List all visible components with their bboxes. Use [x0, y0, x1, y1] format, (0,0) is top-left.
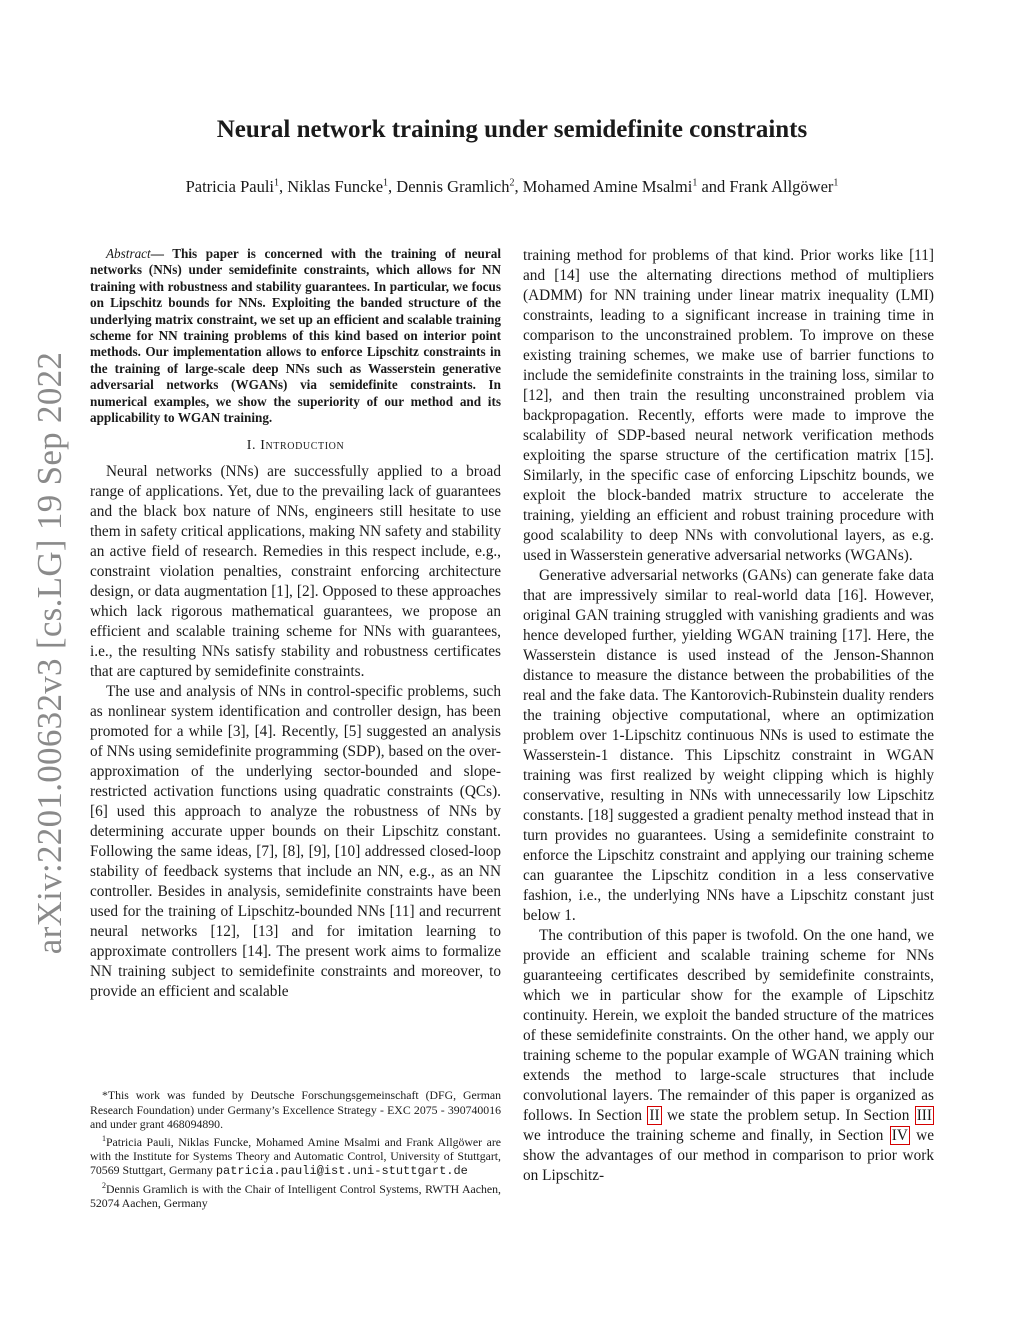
- author-affiliation-mark: 1: [692, 177, 698, 189]
- affiliation-footnote-2: [90, 1179, 501, 1211]
- abstract: [90, 246, 501, 426]
- author-separator: ,: [388, 177, 397, 196]
- footnotes: [90, 1088, 501, 1211]
- footnote-mark: 1: [102, 1133, 106, 1143]
- section-ref-link[interactable]: III: [916, 1107, 932, 1124]
- author-name: Dennis Gramlich: [396, 177, 510, 196]
- affiliation-text: Patricia Pauli, Niklas Funcke, Mohamed Amine Msalmi and Frank Allgöwer are with the Institute for Systems Theory and Automatic Control, University of Stuttgart, 70569 Stuttgart, Germany: [90, 1134, 501, 1178]
- body-paragraph: Neural networks (NNs) are successfully applied to a broad range of applications. Yet, due to the prevailing lack of guarantees and the black box nature of NNs, engineers still hesitate to use them in safety critical applications, making NN safety and stability an active field of research. Remedies in this respect include, e.g., constraint violation penalties, constraint enforcing architecture design, or data augmentation [1], [2]. Opposed to these approaches which lack rigorous mathematical guarantees, we propose an efficient and scalable training scheme for NNs with guarantees, i.e., the resulting NNs satisfy stability and robustness certificates that are captured by semidefinite constraints.: [90, 463, 501, 681]
- section-ref-link[interactable]: IV: [891, 1127, 908, 1144]
- affiliation-text: Dennis Gramlich is with the Chair of Intelligent Control Systems, RWTH Aachen, 52074 Aachen, Germany: [90, 1181, 501, 1211]
- affiliation-footnote-1: [90, 1132, 501, 1179]
- paragraph-text: we introduce the training scheme and finally, in Section: [523, 1127, 890, 1144]
- section-title: Introduction: [260, 438, 345, 454]
- paragraph-text: we state the problem setup. In Section: [661, 1107, 915, 1124]
- author-separator: ,: [279, 177, 288, 196]
- author-name: Patricia Pauli: [185, 177, 275, 196]
- author-affiliation-mark: 1: [383, 177, 389, 189]
- body-paragraph-contribution: [523, 926, 934, 1186]
- author-affiliation-mark: 1: [274, 177, 280, 189]
- footnote-mark: 2: [102, 1180, 106, 1190]
- section-number: I.: [246, 438, 261, 454]
- author-list: [0, 177, 1024, 197]
- author-affiliation-mark: 2: [509, 177, 515, 189]
- arxiv-identifier-text: arXiv:2201.00632v3 [cs.LG] 19 Sep 2022: [30, 351, 69, 955]
- paragraph-text: we show the advantages of our method in comparison to prior work on Lipschitz-: [523, 1127, 934, 1184]
- body-paragraph: Generative adversarial networks (GANs) can generate fake data that are impressively similar to real-world data [16]. However, original GAN training struggled with vanishing gradients and was hence developed further, yielding WGAN training [17]. Here, the Wasserstein distance is used instead of the Jenson-Shannon distance to measure the distance between the probabilities of the real and the fake data. The Kantorovich-Rubinstein duality renders the training objective computational, where an optimization problem over 1-Lipschitz continuous NNs is used to estimate the Wasserstein-1 distance. This Lipschitz constraint in WGAN training was first realized by weight clipping which is highly conservative, resulting in NNs with unnecessarily low Lipschitz constants. [18] suggested a gradient penalty method instead that in turn provides no guarantees. Using a semidefinite constraint to enforce the Lipschitz constraint and applying our training scheme can guarantee the Lipschitz condition in a less conservative fashion, i.e., the underlying NNs have a Lipschitz constant just below 1.: [523, 567, 934, 924]
- author-name: Niklas Funcke: [287, 177, 384, 196]
- paragraph-text: The contribution of this paper is twofold. On the one hand, we provide an efficient and scalable training scheme for NNs guaranteeing certificates described by semidefinite constraints, which we in particular show for the example of Lipschitz continuity. Herein, we exploit the banded structure of the matrices of these semidefinite constraints. On the other hand, we apply our training scheme to the popular example of WGAN training which extends the method to large-scale structures that include convolutional layers. The remainder of this paper is organized as follows. In Section: [523, 927, 934, 1124]
- paper-title: Neural network training under semidefinite constraints: [216, 116, 808, 143]
- left-column: [90, 246, 501, 1002]
- arxiv-identifier: [30, 351, 70, 955]
- author-affiliation-mark: 1: [833, 177, 839, 189]
- body-paragraph: training method for problems of that kind. Prior works like [11] and [14] use the alternating directions method of multipliers (ADMM) for NN training under linear matrix inequality (LMI) constraints, leading to a significant increase in training time in comparison to the unconstrained problem. To improve on these existing training schemes, we make use of barrier functions to include the semidefinite constraints in the training loss, similar to [12], and then train the resulting unconstrained problem via backpropagation. Recently, efforts were made to improve the scalability of SDP-based neural network verification methods exploiting the sparse structure of the certification matrix [15]. Similarly, in the specific case of enforcing Lipschitz bounds, we exploit the block-banded matrix structure to accelerate the training, yielding an efficient and robust training procedure with good scalability to deep NNs with convolutional layers, as e.g. used in Wasserstein generative adversarial networks (WGANs).: [523, 247, 934, 564]
- funding-footnote: *This work was funded by Deutsche Forschungsgemeinschaft (DFG, German Research Foundation) under Germany’s Excellence Strategy - EXC 2075 - 390740016 and under grant 468094890.: [90, 1088, 501, 1131]
- abstract-text: This paper is concerned with the training of neural networks (NNs) under semidefinite constraints, which allows for NN training with robustness and stability guarantees. In particular, we focus on Lipschitz bounds for NNs. Exploiting the banded structure of the underlying matrix constraint, we set up an efficient and scalable training scheme for NN training problems of this kind based on interior point methods. Our implementation allows to enforce Lipschitz constraints in the training of large-scale deep NNs such as Wasserstein generative adversarial networks (WGANs) via semidefinite constraints. In numerical examples, we show the superiority of our method and its applicability to WGAN training.: [90, 246, 501, 426]
- abstract-dash: —: [150, 246, 173, 261]
- author-separator: and: [697, 177, 730, 196]
- section-heading-introduction: [90, 438, 501, 454]
- author-email: patricia.pauli@ist.uni-stuttgart.de: [215, 1164, 468, 1179]
- author-name: Mohamed Amine Msalmi: [522, 177, 693, 196]
- right-column: [523, 246, 934, 1186]
- section-ref-link[interactable]: II: [649, 1107, 660, 1124]
- body-paragraph: The use and analysis of NNs in control-specific problems, such as nonlinear system identification and controller design, has been promoted for a while [3], [4]. Recently, [5] suggested an analysis of NNs using semidefinite programming (SDP), based on the over-approximation of the underlying sector-bounded and slope-restricted activation functions using quadratic constraints (QCs). [6] used this approach to analyze the robustness of NNs by determining accurate upper bounds on their Lipschitz constant. Following the same ideas, [7], [8], [9], [10] addressed closed-loop stability of feedback systems that include an NN, e.g., as an NN controller. Besides in analysis, semidefinite constraints have been used for the training of Lipschitz-bounded NNs [11] and recurrent neural networks [12], [13] and for imitation learning to approximate controllers [14]. The present work aims to formalize NN training subject to semidefinite constraints and moreover, to provide an efficient and scalable: [90, 683, 501, 1001]
- author-name: Frank Allgöwer: [729, 177, 834, 196]
- author-separator: ,: [514, 177, 523, 196]
- abstract-label: Abstract: [106, 246, 151, 261]
